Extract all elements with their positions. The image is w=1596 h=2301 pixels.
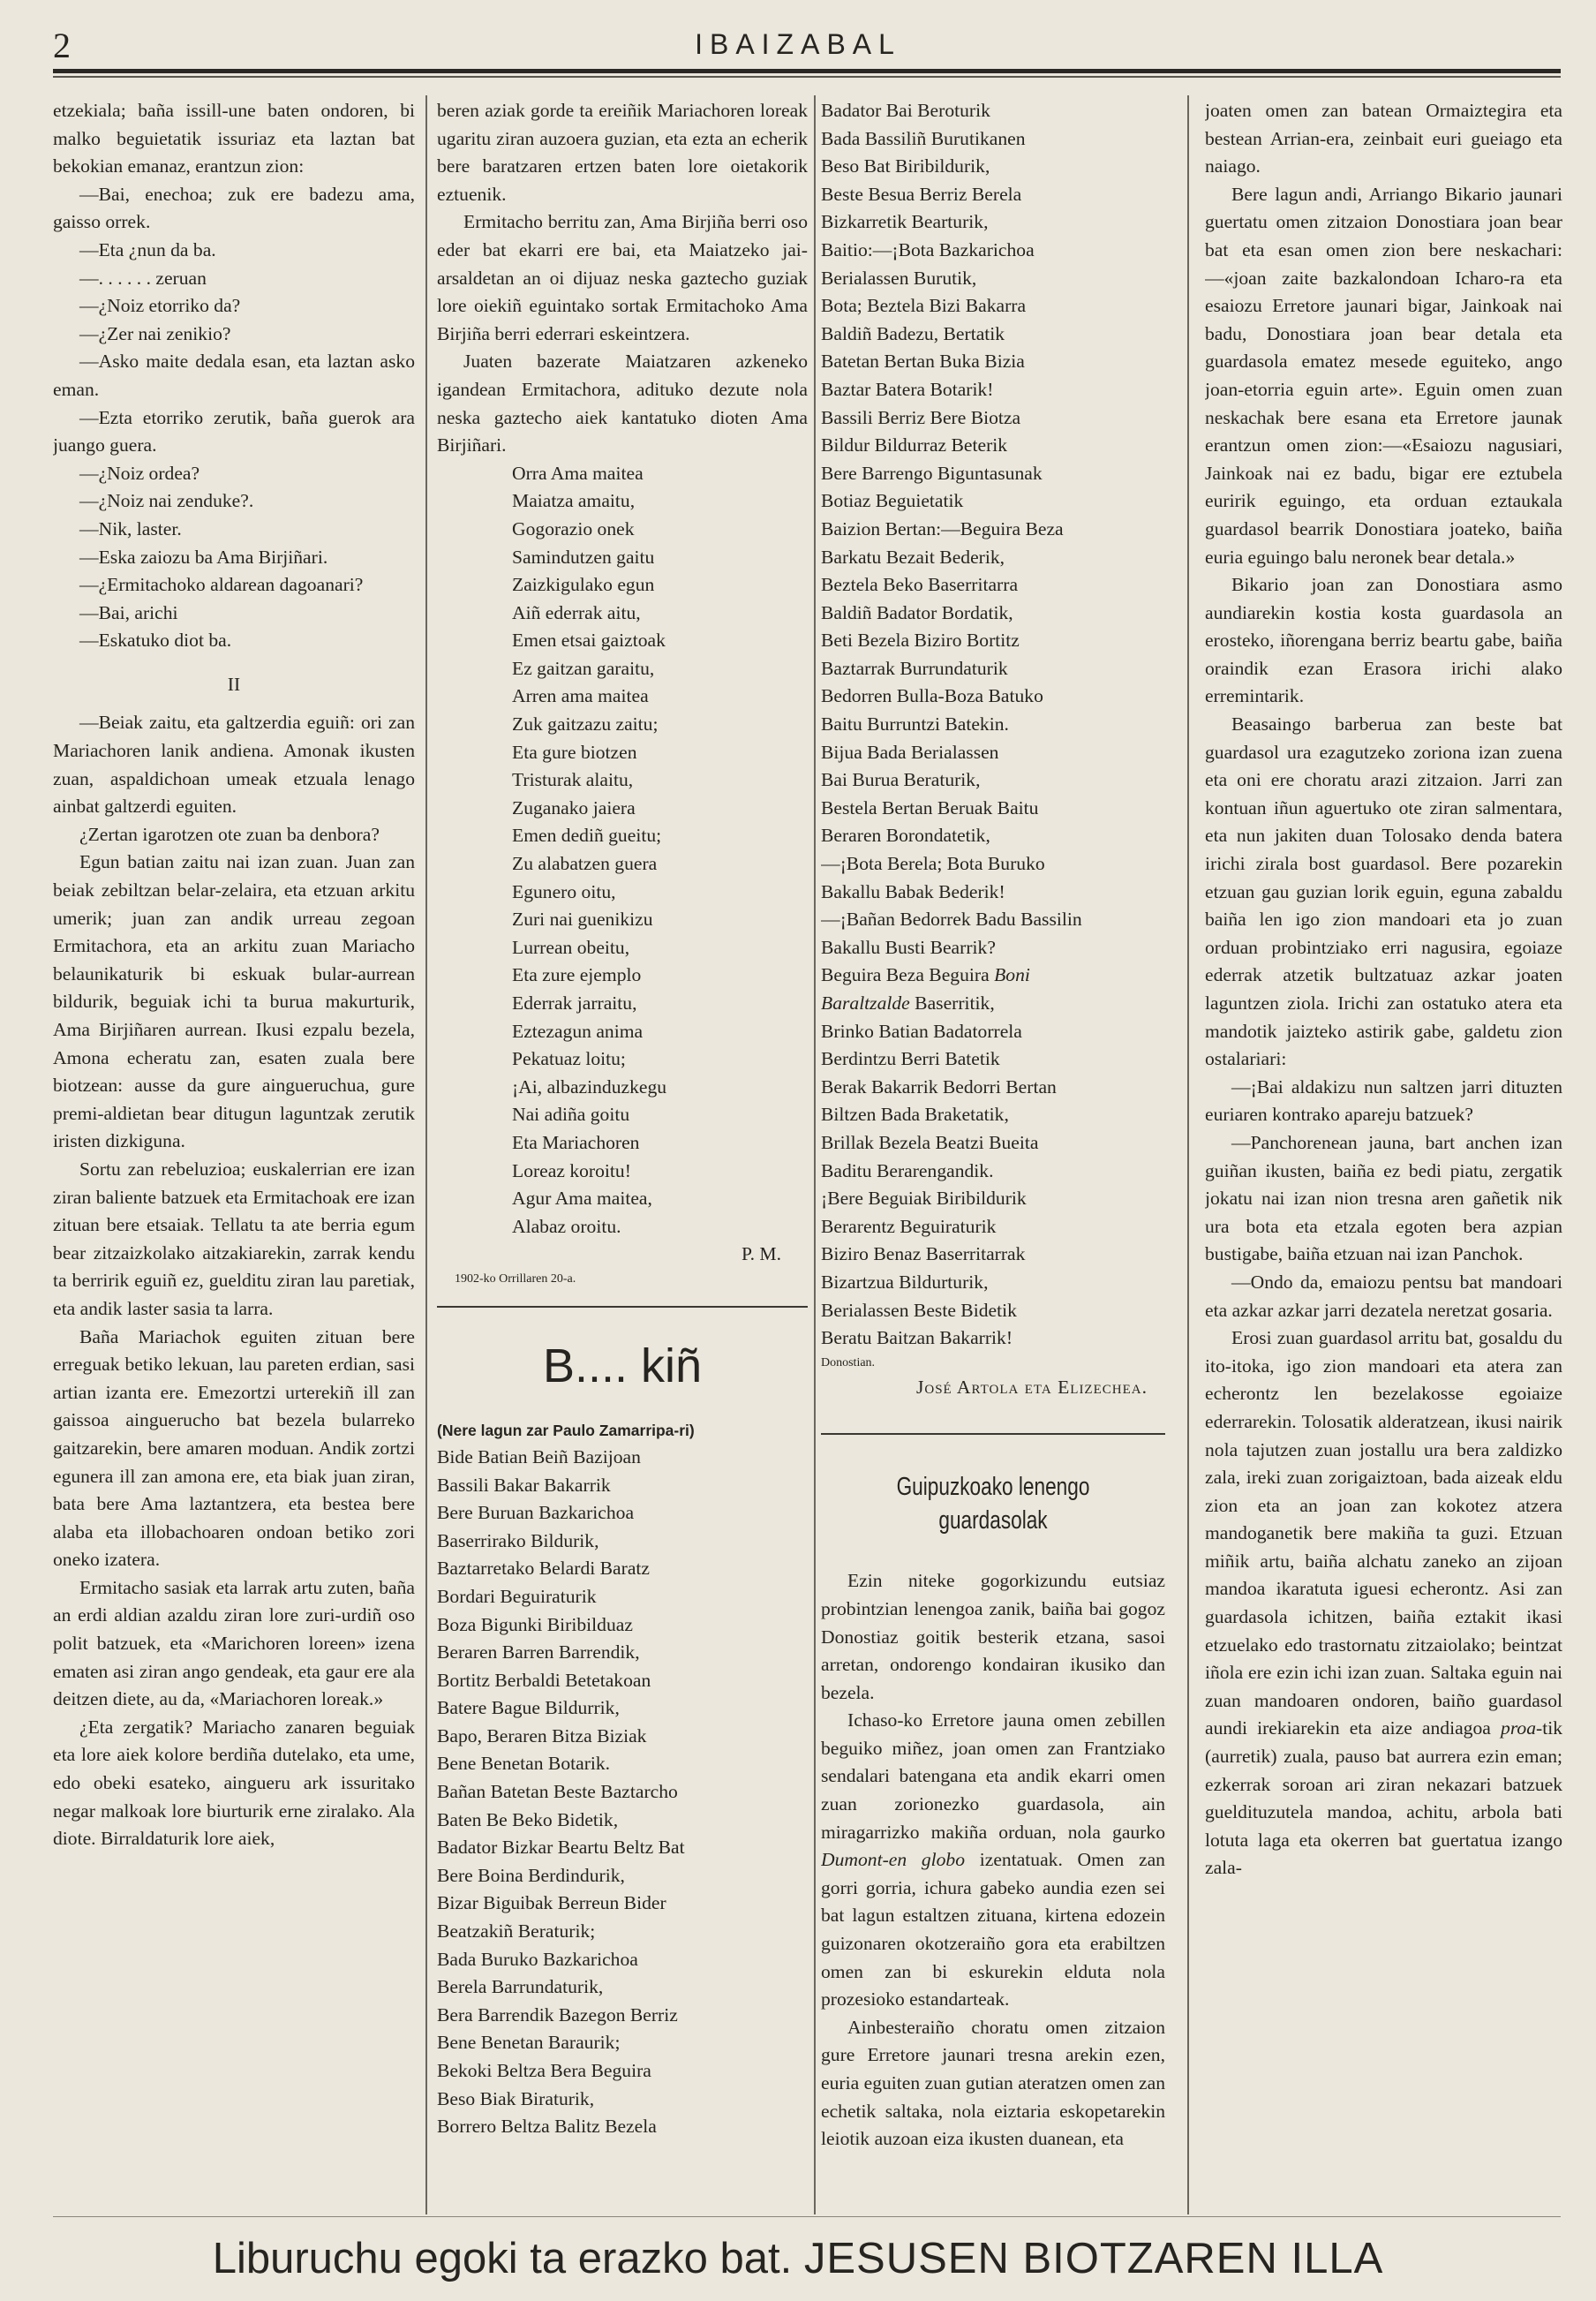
column-4 — [1205, 97, 1562, 2216]
advertisement-banner — [0, 2232, 1596, 2285]
poem-line: Bekoki Beltza Bera Beguira — [437, 2060, 651, 2081]
dialogue-line: —¿Noiz etorriko da? — [79, 295, 241, 317]
poem-line: Baizion Bertan:—Beguira Beza — [821, 517, 1064, 539]
poem-line: Beguira Beza Beguira Boni — [821, 964, 1030, 986]
poem-line: Beti Bezela Biziro Bortitz — [821, 630, 1020, 652]
poem-line: Bortitz Berbaldi Betetakoan — [437, 1669, 651, 1691]
poem-line: Nai adiña goitu — [512, 1104, 630, 1126]
poem-line: Beztela Beko Baserritarra — [821, 574, 1019, 596]
poem-line: Biziro Benaz Baserritarrak — [821, 1243, 1026, 1265]
paragraph: Bikario joan zan Donostiara asmo aundiarekin kostia kosta guardasola an erosteko, iñorengana berriz beartu gabe, baiña oraindik ezan Erasora irichi alako erremintarik. — [1205, 574, 1562, 707]
paragraph: etzekiala; baña issill-une baten ondoren, bi malko beguietatik issuriaz eta laztan bat bekokian emanaz, erantzun zion: — [53, 100, 415, 177]
poem-line: Baztarrak Burrundaturik — [821, 657, 1008, 679]
poem-line: Egunero oitu, — [512, 880, 616, 902]
dialogue-line: —¿Ermitachoko aldarean dagoanari? — [79, 574, 364, 596]
poem-line: Bizkarretik Bearturik, — [821, 211, 989, 233]
header-rule-thin — [53, 76, 1561, 78]
paragraph: Ermitacho sasiak eta larrak artu zuten, baña an erdi aldian azaldu ziran lore zuri-urdiñ oso polit batzuek, eta «Marichoren loreen» izena ematen asi ziran ango gendeak, eta gaur ere ala deitzen diete, au da, «Mariachoren loreak.» — [53, 1576, 415, 1710]
paragraph: —¡Bai aldakizu nun saltzen jarri dituzten euriaren kontrako apareju batzuek? — [1205, 1075, 1562, 1126]
column-3 — [821, 97, 1165, 2216]
poem-line: Bakallu Babak Bederik! — [821, 880, 1005, 902]
poem — [437, 460, 808, 1241]
poem-line: Eztezagun anima — [512, 1020, 644, 1042]
article-title: B.... kiñ — [542, 1339, 703, 1392]
poem-line: Loreaz koroitu! — [512, 1159, 631, 1181]
poem-line: Berela Barrundaturik, — [437, 1976, 604, 1998]
dialogue-line: —Bai, enechoa; zuk ere badezu ama, gaisso orrek. — [53, 183, 415, 233]
poem-line: Bene Benetan Botarik. — [437, 1753, 611, 1775]
dialogue-line: —Nik, laster. — [79, 517, 182, 539]
poem-line: Bassili Bakar Bakarrik — [437, 1474, 611, 1496]
poem-line: Beraren Borondatetik, — [821, 825, 990, 847]
paragraph: ¿Zertan igarotzen ote zuan ba denbora? — [79, 823, 380, 845]
poem-line: Bada Buruko Bazkarichoa — [437, 1948, 638, 1970]
dialogue-line: —Asko maite dedala esan, eta laztan asko eman. — [53, 351, 415, 400]
poem-line: Eta zure ejemplo — [512, 964, 642, 986]
header-rule — [53, 69, 1561, 73]
signature: P. M. — [741, 1243, 781, 1265]
dialogue-line: —¿Noiz nai zenduke?. — [79, 490, 254, 512]
section-divider — [821, 1433, 1165, 1435]
column-divider — [425, 95, 427, 2214]
paragraph: Juaten bazerate Maiatzaren azkeneko igandean Ermitachora, adituko dezute nola neska gaztecho aiek kantatuko dioten Ama Birjiñari. — [437, 351, 808, 456]
section-number: II — [227, 673, 241, 695]
poem-line: Bada Bassiliñ Burutikanen — [821, 127, 1026, 149]
poem-line: Barkatu Bezait Bederik, — [821, 546, 1005, 568]
poem-line: Bene Benetan Baraurik; — [437, 2032, 621, 2054]
poem-line: Arren ama maitea — [512, 685, 649, 707]
poem-line: Ez gaitzan garaitu, — [512, 657, 655, 679]
article-title: Guipuzkoako lenengo guardasolak — [896, 1473, 1090, 1535]
poem-line: Berialassen Burutik, — [821, 267, 977, 289]
poem-line: Maiatza amaitu, — [512, 490, 636, 512]
poem-line: Beste Besua Berriz Berela — [821, 183, 1022, 205]
dialogue-line: —Eskatuko diot ba. — [79, 630, 232, 652]
poem-line: Baten Be Beko Bidetik, — [437, 1808, 619, 1830]
poem-line: Brinko Batian Badatorrela — [821, 1020, 1022, 1042]
poem-line: Brillak Bezela Beatzi Bueita — [821, 1131, 1039, 1153]
poem-line: Bide Batian Beiñ Bazijoan — [437, 1445, 641, 1467]
poem-line: Ederrak jarraitu, — [512, 992, 637, 1014]
column-1 — [53, 97, 415, 2216]
dateline: 1902-ko Orrillaren 20-a. — [455, 1271, 576, 1286]
paragraph: joaten omen zan batean Ormaiztegira eta bestean Arrian-era, zeinbait euri gueiago eta naiago. — [1205, 100, 1562, 177]
poem-line: Badator Bai Beroturik — [821, 100, 990, 121]
poem-line: Eta Mariachoren — [512, 1131, 640, 1153]
poem-line: Beso Biak Biraturik, — [437, 2087, 595, 2109]
paragraph: Ainbesteraiño choratu omen zitzaion gure Erretore jaunari tresna arekin ezen, euria eguiten zuan gutian ateratzen omen zan echetik saltaka, nola eiztaria eskopetarekin leiotik auzoan eiza ikusten duanean, eta — [821, 2016, 1165, 2150]
paragraph: Beasaingo barberua zan beste bat guardasol ura ezagutzeko zoriona izan zuena eta oni ere choratu arazi zitzaion. Jarri zan kontuan iñun aguertuko ote ziran salmentara, eta nun jakiten duan Tolosako denda batera irichi zirala bost guardasol. Bere pozarekin etzuan gau guzian lorik eguin, eguna zabaldu baiña len igo zion mandoari eta jo zuan orduan probintziako erri nagusira, egoiaze ederrak atzetik bultzatuaz azkar joaten laguntzen ziola. Irichi zan ostatuko atera eta mandotik jaizteko astirik gabe, galdetu zion ostalariari: — [1205, 713, 1562, 1070]
poem-line: Bedorren Bulla-Boza Batuko — [821, 685, 1043, 707]
poem-line: Emen etsai gaiztoak — [512, 630, 666, 652]
paragraph: ¿Eta zergatik? Mariacho zanaren beguiak eta lore aiek kolore berdiña dutelako, eta ume, edo obeki esateko, aingueru ark issuritako negar malkoak lore biurturik erne ziralako. Ala diote. Birraldaturik lore aiek, — [53, 1716, 415, 1850]
poem-line: ¡Bere Beguiak Biribildurik — [821, 1188, 1027, 1210]
dedication: (Nere lagun zar Paulo Zamarripa-ri) — [437, 1421, 695, 1439]
poem-line: ¡Ai, albazinduzkegu — [512, 1075, 667, 1098]
poem — [437, 1444, 808, 2141]
poem-line: Biltzen Bada Braketatik, — [821, 1104, 1009, 1126]
poem-line: Baraltzalde Baserritik, — [821, 992, 995, 1014]
poem-line: Baldiñ Badezu, Bertatik — [821, 322, 1005, 344]
poem-line: Bañan Batetan Beste Baztarcho — [437, 1781, 678, 1803]
poem-line: Badator Bizkar Beartu Beltz Bat — [437, 1837, 685, 1859]
banner-title: JESUSEN BIOTZAREN ILLA — [803, 2235, 1384, 2282]
poem-line: Batere Bague Bildurrik, — [437, 1697, 620, 1719]
poem-line: Bere Barrengo Biguntasunak — [821, 462, 1043, 484]
paragraph: Ichaso-ko Erretore jauna omen zebillen beguiko miñez, joan omen zan Frantziako sendalari batengana eta andik ekarri omen zuan zorionezko guardasola, ain miragarrizko makiña orduan, nola gaurko Dumont-en globo izentatuak. Omen zan gorri gorria, ichura gabeko aundia ezen sei bat lagun estaltzen zituana, kirtena edozein guizonaren okotzeraiño gora eta erabiltzen omen zan bi eskurekin elduta nola prozesioko estandarteak. — [821, 1709, 1165, 2011]
poem-line: Alabaz oroitu. — [512, 1215, 621, 1237]
poem-line: Baditu Berarengandik. — [821, 1159, 994, 1181]
poem-line: Zuri nai guenikizu — [512, 909, 653, 931]
footer-rule — [53, 2216, 1561, 2217]
paragraph: beren aziak gorde ta ereiñik Mariachoren loreak ugaritu ziran auzoera guzian, eta ezta an echerik bere baratzaren ertzen baten lore oietakorik eztuenik. — [437, 100, 808, 205]
poem-line: Bizartzua Bildurturik, — [821, 1271, 989, 1293]
poem-line: Beatzakiñ Beraturik; — [437, 1920, 596, 1943]
poem-line: —¡Bañan Bedorrek Badu Bassilin — [821, 909, 1082, 931]
poem-line: Bai Burua Beraturik, — [821, 769, 981, 791]
poem-line: Emen dediñ gueitu; — [512, 825, 662, 847]
poem-line: Bassili Berriz Bere Biotza — [821, 406, 1021, 428]
paragraph: Sortu zan rebeluzioa; euskalerrian ere izan ziran baliente batzuek eta Ermitachoak ere izan zituan bere etsaiak. Tellatu ta ate berria egum bear zitzaizkolako aitzakiarekin, zarrak kendu ta berririk eguiñ ez, guelditu ziran lau paretiak, eta andik laster sasia ta larra. — [53, 1158, 415, 1319]
poem-line: Baldiñ Badator Bordatik, — [821, 601, 1013, 623]
poem-line: Bijua Bada Berialassen — [821, 741, 999, 763]
poem-line: Berak Bakarrik Bedorri Bertan — [821, 1075, 1057, 1098]
poem-line: Bestela Bertan Beruak Baitu — [821, 796, 1039, 819]
poem-line: Pekatuaz loitu; — [512, 1048, 626, 1070]
poem-line: Bordari Beguiraturik — [437, 1585, 597, 1607]
poem-line: Borrero Beltza Balitz Bezela — [437, 2116, 657, 2138]
dialogue-line: —¿Noiz ordea? — [79, 462, 200, 484]
poem — [821, 97, 1165, 1353]
poem-line: Berarentz Beguiraturik — [821, 1215, 997, 1237]
poem-line: Bere Buruan Bazkarichoa — [437, 1502, 635, 1524]
poem-line: Beso Bat Biribildurik, — [821, 155, 990, 177]
poem-line: Zu alabatzen guera — [512, 853, 658, 875]
dialogue-line: —¿Zer nai zenikio? — [79, 322, 231, 344]
paragraph: —Ondo da, emaiozu pentsu bat mandoari eta azkar azkar jarri dezatela neretzat gosaria. — [1205, 1271, 1562, 1321]
author: José Artola eta Elizechea. — [915, 1376, 1148, 1398]
poem-line: Samindutzen gaitu — [512, 546, 655, 568]
dialogue-line: —Eta ¿nun da ba. — [79, 238, 216, 260]
poem-line: Boza Bigunki Biribilduaz — [437, 1613, 633, 1635]
dialogue-line: —Ezta etorriko zerutik, baña guerok ara juango guera. — [53, 406, 415, 456]
poem-line: Berdintzu Berri Batetik — [821, 1048, 1000, 1070]
poem-line: Bera Barrendik Bazegon Berriz — [437, 2003, 678, 2026]
poem-line: Agur Ama maitea, — [512, 1188, 652, 1210]
dialogue-line: —Eska zaiozu ba Ama Birjiñari. — [79, 546, 328, 568]
banner-text: Liburuchu egoki ta erazko bat. — [212, 2235, 793, 2282]
poem-line: Beratu Baitzan Bakarrik! — [821, 1327, 1013, 1349]
poem-line: Baztarretako Belardi Baratz — [437, 1558, 651, 1580]
poem-line: Eta gure biotzen — [512, 741, 637, 763]
paragraph: Bere lagun andi, Arriango Bikario jaunari guertatu omen zitzaion Donostiara joan bear bat eta esan omen zion bere neskachari:—«joan zaite bazkalondoan Icharo-ra eta esaiozu Erretore jaunari bigar, Jainkoak nai badu, Donostiara joan bear detala eta guardasola ematez mesede eguiteko, ango joan-etorria eguin arte». Eguin omen zuan neskachak bere esana eta Erretore jaunak erantzun omen zion:—«Esaiozu nagusiari, Jainkoak nai ez badu, bigar ere eztubela euririk eguingo, eta orduan eztaukala guardasol bearrik Donostiara joateko, baiña euria eguingo balu neronek bear detala.» — [1205, 183, 1562, 568]
paragraph: Baña Mariachok eguiten zituan bere erreguak betiko lekuan, lau pareten erdian, sasi artian izanta ere. Emezortzi urterekiñ ill zan gaissoa ainguerucho bat bezela bularreko gaitzarekin, bere amaren moduan. Andik zortzi egunera ill zan amona ere, eta biak juan ziran, bata bere Ama laztantzera, eta bestea bere alaba eta illobachoaren ondoan betiko zori oneko izatera. — [53, 1325, 415, 1571]
poem-line: Bakallu Busti Bearrik? — [821, 936, 996, 958]
poem-line: Baitio:—¡Bota Bazkarichoa — [821, 238, 1035, 260]
column-divider — [814, 95, 816, 2214]
paragraph: Ermitacho berritu zan, Ama Birjiña berri oso eder bat ekarri ere bai, eta Maiatzeko jai-arsaldetan an oi dijuaz neska gaztecho guziak lore oiekiñ eguintako sortak Ermitachoko Ama Birjiña berri ederrari eskeintzera. — [437, 211, 808, 344]
place: Donostian. — [821, 1355, 876, 1369]
paragraph: —Beiak zaitu, eta galtzerdia eguiñ: ori zan Mariachoren lanik andiena. Amonak ikusten zuan, aspaldichoan umeak etzuala lenago ainbat galtzerdi eguiten. — [53, 712, 415, 818]
poem-line: Botiaz Beguietatik — [821, 490, 964, 512]
poem-line: Zaizkigulako egun — [512, 574, 655, 596]
poem-line: Bildur Bildurraz Beterik — [821, 434, 1008, 456]
poem-line: Bapo, Beraren Bitza Biziak — [437, 1724, 647, 1746]
poem-line: Tristurak alaitu, — [512, 769, 634, 791]
poem-line: Zuganako jaiera — [512, 796, 636, 819]
poem-line: Berialassen Beste Bidetik — [821, 1299, 1017, 1321]
newspaper-title: IBAIZABAL — [695, 28, 901, 60]
paragraph: —Panchorenean jauna, bart anchen izan guiñan ikusten, baiña ez bedi piatu, zergatik jokatu nai izan nion tresna aren gañetik nik ura bota eta etzala egoten bera azpian bustigabe, baiña etzuan nai izan Panchok. — [1205, 1131, 1562, 1265]
poem-line: Baitu Burruntzi Batekin. — [821, 713, 1009, 736]
poem-line: Batetan Bertan Buka Bizia — [821, 351, 1025, 373]
page-number: 2 — [53, 26, 71, 65]
poem-line: Baztar Batera Botarik! — [821, 378, 994, 400]
column-divider — [1187, 95, 1189, 2214]
poem-line: Gogorazio onek — [512, 517, 635, 539]
section-divider — [437, 1306, 808, 1308]
poem-line: Beraren Barren Barrendik, — [437, 1641, 640, 1664]
paragraph: Erosi zuan guardasol arritu bat, gosaldu du ito-itoka, igo zion mandoari eta atera zan echerontz len bezelakosse egoiaize ederrarekin. Tolosatik alderatzean, ikusi nairik nola tajutzen zuan jostallu ura bera zaldizko zala, ireki zuan zorigaiztoan, bada aizeak eldu zion eta an joan zan kokotez atzera mandoganetik bere makiña ta guzi. Etzuan miñik artu, baiña alchatu zaneko an zijoan mandoa ikaratuta iguesi echerontz. Asi zan guardasola ichitzen, baiña eztakit ikasi etzuelako edo trastornatu zitzaiolako; beintzat iñola ere ezin ichi izan zuan. Saltaka eguin nai zuan mandoaren ondoren, baiño guardasol aundi irekiarekin eta aize andiagoa proa-tik (aurretik) zuala, pauso bat aurrera ezin eman; ezkerrak soroan ari ziran nekazari batzuek gueldituzutela mandoa, achitu, arbola bati lotuta laga eta okerren bat guertatua izango zala- — [1205, 1327, 1562, 1879]
poem-line: —¡Bota Berela; Bota Buruko — [821, 853, 1045, 875]
poem-line: Bota; Beztela Bizi Bakarra — [821, 295, 1027, 317]
poem-line: Bere Boina Berdindurik, — [437, 1864, 625, 1886]
poem-line: Baserrirako Bildurik, — [437, 1529, 599, 1551]
dialogue-line: —Bai, arichi — [79, 601, 178, 623]
poem-line: Zuk gaitzazu zaitu; — [512, 713, 659, 736]
column-2 — [437, 97, 808, 2216]
poem-line: Bizar Biguibak Berreun Bider — [437, 1892, 666, 1914]
poem-line: Aiñ ederrak aitu, — [512, 601, 641, 623]
poem-line: Lurrean obeitu, — [512, 936, 630, 958]
paragraph: Ezin niteke gogorkizundu eutsiaz probintzian lenengoa zanik, baiña bai gogoz Donostiaz goitik besterik etzana, sasoi arretan, ondorengo kondairan ikusiko dan bezela. — [821, 1570, 1165, 1703]
poem-line: Orra Ama maitea — [512, 462, 644, 484]
paragraph: Egun batian zaitu nai izan zuan. Juan zan beiak zebiltzan belar-zelaira, eta etzuan arkitu umerik; juan zan andik urreau zegoan Ermitachora, eta an arkitu zuan Mariacho belaunikaturik bi eskuak bular-aurrean bildurik, beguiak ichi ta burua makurturik, Ama Birjiñaren aurrean. Ikusi ezpalu bezela, Amona echeratu zan, esaten zuala bere biotzean: ausse da gure aingueruchua, gure premi-aldietan bear ditugun laguntzak zerutik iristen dizkiguna. — [53, 851, 415, 1152]
dialogue-line: —. . . . . . zeruan — [79, 267, 207, 289]
